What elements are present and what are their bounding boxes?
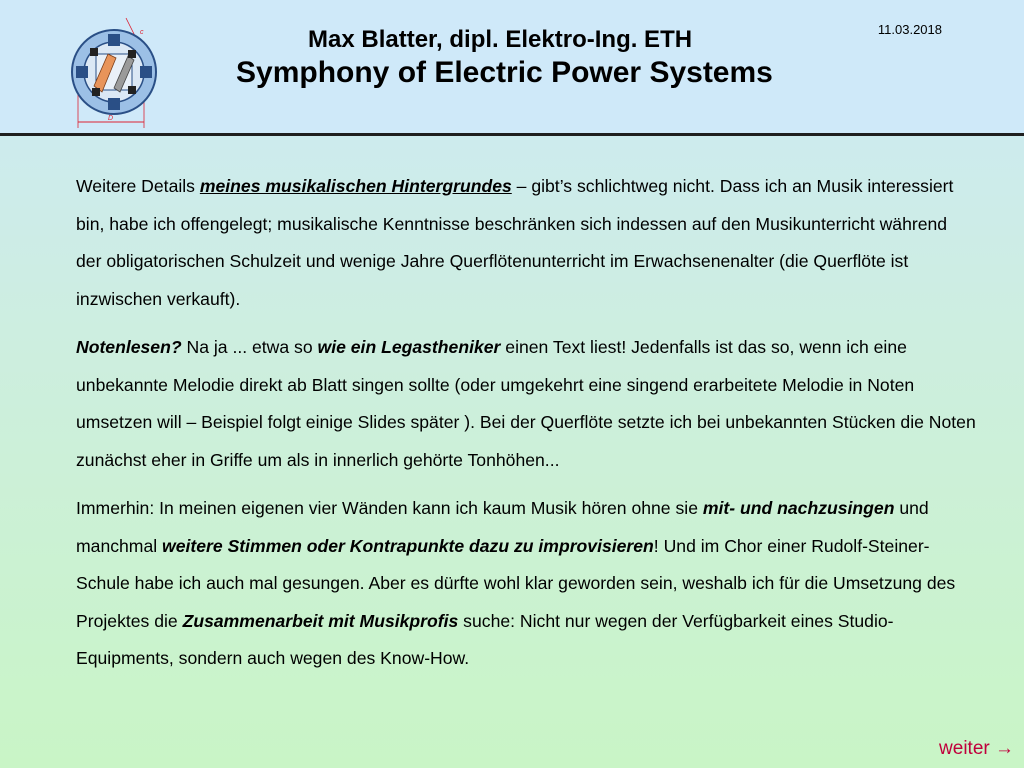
emphasis-sing-along: mit- und nachzusingen <box>702 498 895 518</box>
electric-machine-icon <box>64 10 174 130</box>
paragraph-background <box>76 168 976 318</box>
emphasis-notenlesen: Notenlesen? <box>76 337 182 357</box>
text-run: – gibt’s schlichtweg nicht. Dass ich an Musik interessiert bin, habe ich offengelegt; musikalische Kenntnisse beschränken sich indessen auf den Musikunterricht während der obligatorischen Schulzeit und wenige Jahre Querflötenunterricht im Erwachsenenalter (die Querflöte ist inzwischen verkauft). <box>76 176 954 309</box>
slide-body <box>76 168 976 689</box>
emphasis-musical-background: meines musikalischen Hintergrundes <box>199 176 512 196</box>
dim-c-label: c <box>140 29 144 36</box>
text-run: ! Und im Chor einer Rudolf-Steiner-Schule habe ich auch mal gesungen. Aber es dürfte wohl klar geworden sein, weshalb ich für die Umsetzung des Projektes die <box>76 535 956 631</box>
next-slide-link[interactable]: weiter → <box>939 738 1014 759</box>
text-run: einen Text liest! Jedenfalls ist das so, wenn ich eine unbekannte Melodie direkt ab Blatt singen sollte (oder umgekehrt eine singend erarbeitete Melodie in Noten umsetzen will – Beispiel folgt einige Slides später ). Bei der Querflöte setzte ich bei unbekannten Stücken die Noten zunächst eher in Griffe um als in innerlich gehörte Tonhöhen... <box>76 337 976 470</box>
text-run: suche: Nicht nur wegen der Verfügbarkeit eines Studio-Equipments, sondern auch wegen des Know-How. <box>76 610 894 668</box>
author-line: Max Blatter, dipl. Elektro-Ing. ETH <box>308 26 693 53</box>
emphasis-collaboration: Zusammenarbeit mit Musikprofis <box>182 610 459 631</box>
text-run: und manchmal <box>76 498 929 556</box>
header-divider <box>0 133 1024 136</box>
slide-date: 11.03.2018 <box>877 22 942 37</box>
paragraph-sight-reading <box>76 329 976 479</box>
text-run: Immerhin: In meinen eigenen vier Wänden kann ich kaum Musik hören ohne sie <box>76 498 703 518</box>
text-run: Na ja ... etwa so <box>181 337 318 357</box>
emphasis-legastheniker: wie ein Legastheniker <box>317 337 501 357</box>
emphasis-improvise: weitere Stimmen oder Kontrapunkte dazu zu improvisieren <box>162 535 654 556</box>
dim-d-label: D <box>108 115 114 122</box>
paragraph-collaboration <box>76 490 976 678</box>
slide-title: Symphony of Electric Power Systems <box>236 56 773 89</box>
text-run: Weitere Details <box>76 176 200 196</box>
